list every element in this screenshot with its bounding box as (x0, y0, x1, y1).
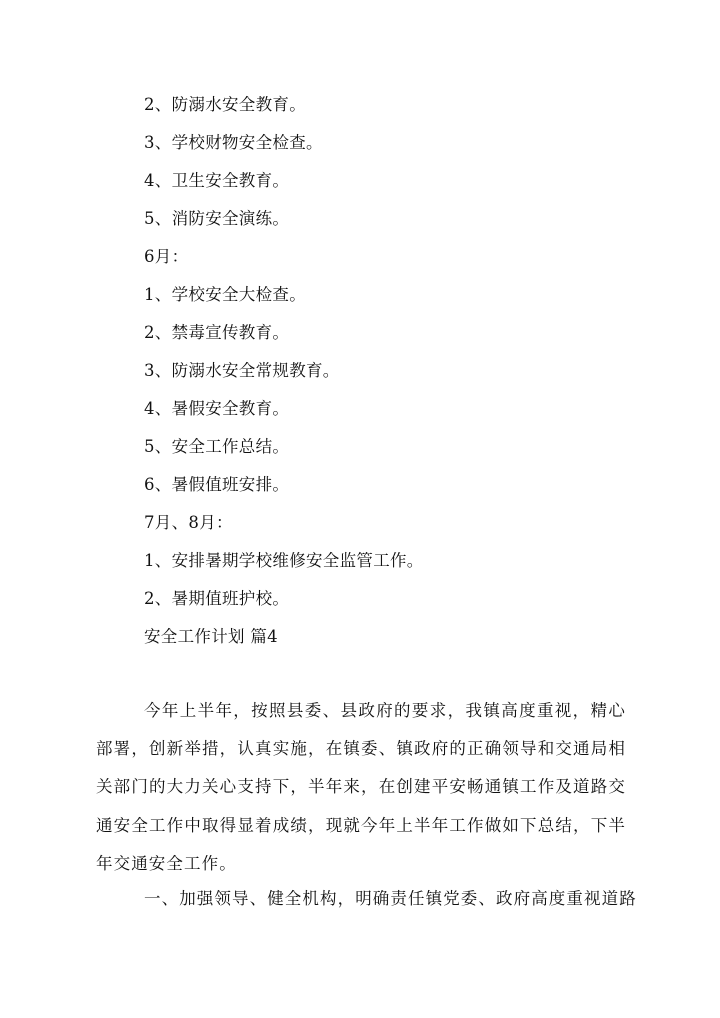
body-paragraph-start: 一、加强领导、健全机构，明确责任镇党委、政府高度重视道路 (144, 889, 637, 908)
section-heading: 7月、8月： (144, 513, 233, 532)
list-item: 1、安排暑期学校维修安全监管工作。 (144, 551, 424, 570)
list-item: 2、防溺水安全教育。 (144, 95, 306, 114)
article-title: 安全工作计划 篇4 (144, 627, 278, 646)
list-item: 2、暑期值班护校。 (144, 589, 290, 608)
list-item: 5、消防安全演练。 (144, 209, 290, 228)
list-item: 2、禁毒宣传教育。 (144, 323, 290, 342)
list-item: 1、学校安全大检查。 (144, 285, 306, 304)
list-item: 6、暑假值班安排。 (144, 475, 290, 494)
list-item: 3、防溺水安全常规教育。 (144, 361, 340, 380)
list-item: 4、暑假安全教育。 (144, 399, 290, 418)
section-heading: 6月： (144, 247, 189, 266)
list-item: 4、卫生安全教育。 (144, 171, 290, 190)
list-item: 5、安全工作总结。 (144, 437, 290, 456)
body-paragraph: 今年上半年，按照县委、县政府的要求，我镇高度重视，精心部署，创新举措，认真实施，在镇委、镇政府的正确领导和交通局相关部门的大力关心支持下，半年来，在创建平安畅通镇工作及道路交通安全工作中取得显着成绩，现就今年上半年工作做如下总结，下半年交通安全工作。 (96, 701, 626, 873)
list-item: 3、学校财物安全检查。 (144, 133, 323, 152)
